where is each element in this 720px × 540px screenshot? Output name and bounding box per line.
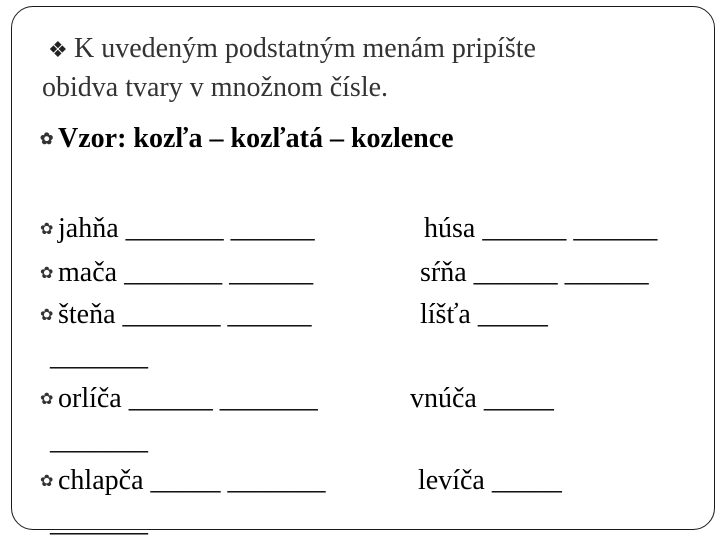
exercise-item-right: húsa ______ ______ [424,213,658,244]
exercise-item-right: líšťa _____ [420,299,548,330]
exercise-item-text: chlapča _____ _______ [58,465,326,496]
example-row [40,122,454,157]
example-text: Vzor: kozľa – kozľatá – kozlence [58,123,454,154]
ornate-bullet-icon: ✿ [40,265,54,282]
title-line-2: obidva tvary v množnom čísle. [42,72,389,103]
exercise-item [40,298,312,333]
exercise-continuation: _______ [50,507,148,538]
exercise-continuation: _______ [50,341,148,372]
task-title [42,30,682,107]
ornate-bullet-icon: ✿ [40,391,54,408]
title-line-1 [42,30,682,69]
ornate-bullet-icon: ✿ [40,473,54,490]
ornate-bullet-icon: ✿ [40,221,54,238]
exercise-item-text: šteňa _______ ______ [58,299,312,330]
exercise-item [40,464,326,499]
title-text-1: K uvedeným podstatným menám pripíšte [74,33,536,64]
ornate-bullet-icon: ✿ [40,131,54,148]
exercise-item-right: sŕňa ______ ______ [420,257,649,288]
ornate-bullet-icon: ✿ [40,307,54,324]
exercise-item-text: jahňa _______ ______ [58,213,315,244]
exercise-item [40,212,315,247]
exercise-item-text: orlíča ______ _______ [58,383,318,414]
exercise-continuation: _______ [50,425,148,456]
exercise-item [40,382,318,417]
diamond-bullet-icon: ❖ [48,37,68,62]
exercise-item [40,256,313,291]
exercise-item-right: vnúča _____ [410,383,554,414]
exercise-item-text: mača _______ ______ [58,257,314,288]
exercise-item-right: levíča _____ [418,465,562,496]
